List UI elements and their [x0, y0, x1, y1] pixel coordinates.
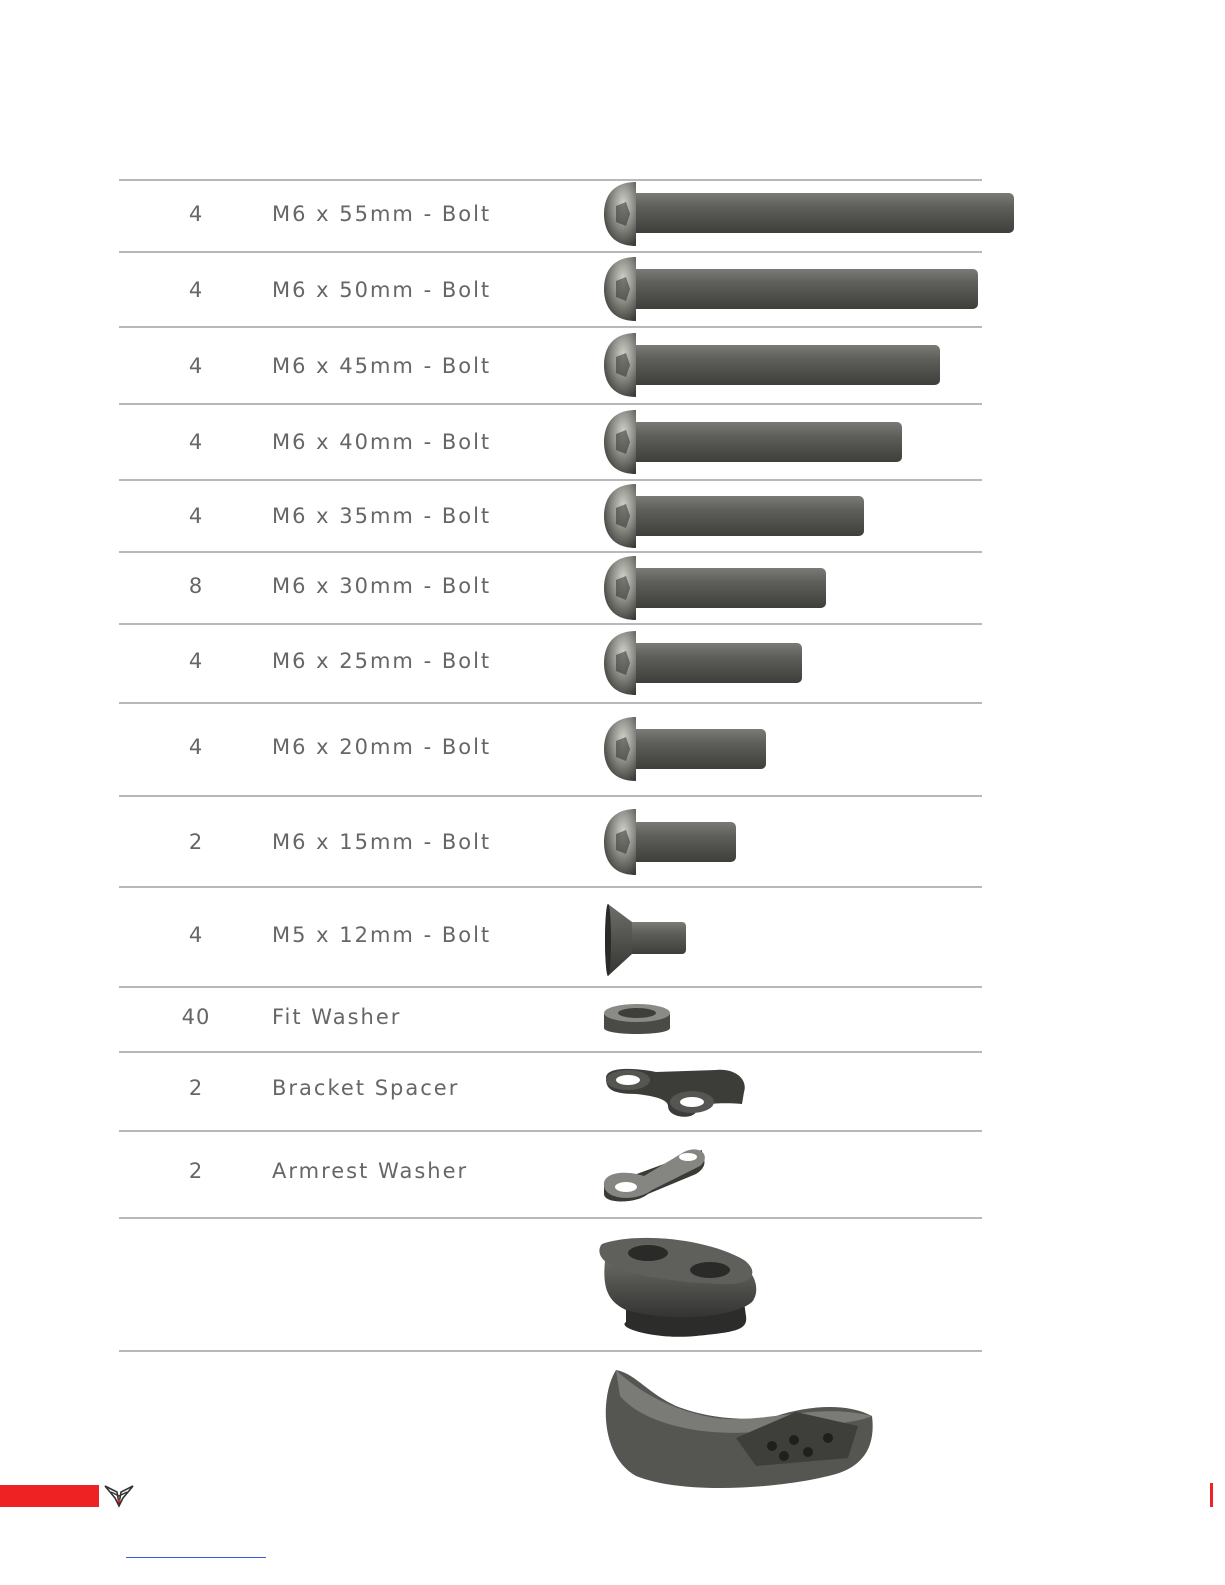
armrest-pad-image — [596, 1366, 880, 1494]
fit-washer-image — [596, 1000, 678, 1040]
part-quantity: 4 — [188, 202, 204, 226]
owl-logo-icon — [103, 1482, 135, 1508]
part-description: M5 x 12mm - Bolt — [272, 923, 492, 947]
bolt-m6-40-image — [596, 408, 908, 476]
table-rule — [119, 479, 982, 481]
part-quantity: 4 — [188, 354, 204, 378]
table-rule — [119, 403, 982, 405]
part-description: M6 x 40mm - Bolt — [272, 430, 492, 454]
part-description: M6 x 35mm - Bolt — [272, 504, 492, 528]
part-description: M6 x 50mm - Bolt — [272, 278, 492, 302]
part-description: Fit Washer — [272, 1005, 402, 1029]
part-quantity: 2 — [188, 1076, 204, 1100]
footer-accent-bar — [0, 1485, 99, 1507]
part-quantity: 4 — [188, 430, 204, 454]
table-rule — [119, 623, 982, 625]
part-quantity: 2 — [188, 830, 204, 854]
part-quantity: 8 — [188, 574, 204, 598]
armrest-riser-image — [596, 1232, 762, 1342]
part-description: M6 x 55mm - Bolt — [272, 202, 492, 226]
bolt-m6-25-image — [596, 629, 808, 697]
table-rule — [119, 326, 982, 328]
table-rule — [119, 986, 982, 988]
part-description: M6 x 45mm - Bolt — [272, 354, 492, 378]
table-rule — [119, 795, 982, 797]
table-rule — [119, 1051, 982, 1053]
part-quantity: 40 — [181, 1005, 211, 1029]
bolt-m6-20-image — [596, 715, 772, 783]
table-rule — [119, 1217, 982, 1219]
part-quantity: 2 — [188, 1159, 204, 1183]
table-rule — [119, 886, 982, 888]
part-description: Bracket Spacer — [272, 1076, 460, 1100]
part-quantity: 4 — [188, 923, 204, 947]
part-quantity: 4 — [188, 278, 204, 302]
part-description: M6 x 20mm - Bolt — [272, 735, 492, 759]
table-rule — [119, 551, 982, 553]
bolt-m6-30-image — [596, 554, 832, 622]
bracket-spacer-image — [596, 1062, 756, 1120]
part-description: Armrest Washer — [272, 1159, 469, 1183]
part-description: M6 x 30mm - Bolt — [272, 574, 492, 598]
countersunk-bolt-m5-12-image — [596, 902, 692, 978]
footer-accent-mark — [1210, 1483, 1213, 1507]
part-description: M6 x 25mm - Bolt — [272, 649, 492, 673]
bolt-m6-15-image — [596, 807, 742, 877]
table-rule — [119, 702, 982, 704]
table-rule — [119, 251, 982, 253]
bolt-m6-55-image — [596, 180, 1026, 248]
bolt-m6-50-image — [596, 255, 986, 323]
bolt-m6-35-image — [596, 482, 868, 550]
part-quantity: 4 — [188, 504, 204, 528]
part-quantity: 4 — [188, 649, 204, 673]
table-rule — [119, 1130, 982, 1132]
bolt-m6-45-image — [596, 331, 946, 399]
part-description: M6 x 15mm - Bolt — [272, 830, 492, 854]
part-quantity: 4 — [188, 735, 204, 759]
table-rule — [119, 1350, 982, 1352]
footer-link-underline[interactable] — [126, 1557, 266, 1558]
armrest-washer-image — [596, 1142, 712, 1208]
